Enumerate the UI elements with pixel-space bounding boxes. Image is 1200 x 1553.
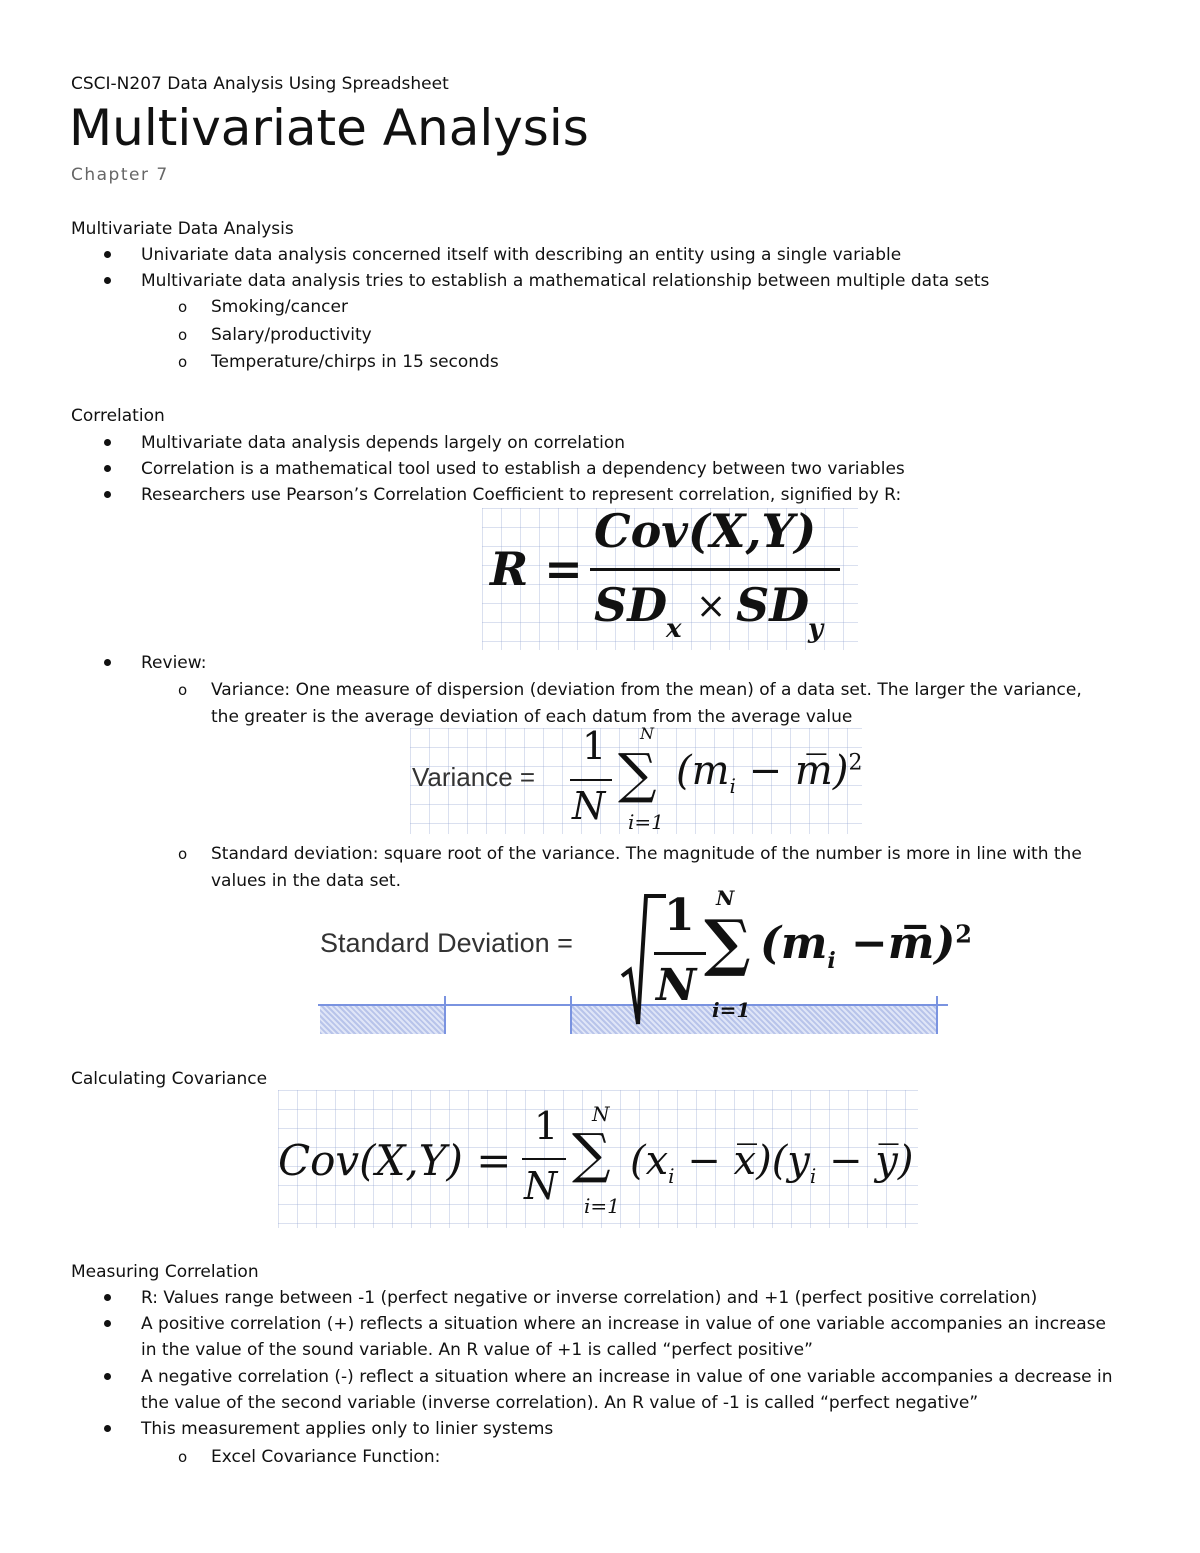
formula-sd-sup: 2 bbox=[955, 919, 972, 949]
list-item: Univariate data analysis concerned itself with describing an entity using a single variable bbox=[141, 245, 902, 265]
list-item-continued: in the value of the sound variable. An R value of +1 is called “perfect positive” bbox=[141, 1340, 813, 1360]
sub-bullet-icon: o bbox=[178, 298, 188, 316]
sub-bullet-icon: o bbox=[178, 845, 188, 863]
formula-variance-term-b: − m̅) bbox=[735, 748, 849, 794]
fraction-bar bbox=[590, 568, 840, 571]
fraction-bar bbox=[570, 779, 612, 781]
list-item: Correlation is a mathematical tool used to establish a dependency between two variables bbox=[141, 459, 905, 479]
marker-line bbox=[444, 996, 446, 1034]
sub-bullet-icon: o bbox=[178, 681, 188, 699]
formula-sd-sub: i bbox=[827, 947, 836, 974]
sub-list-item: Variance: One measure of dispersion (deviation from the mean) of a data set. The larger the variance, bbox=[211, 680, 1082, 700]
sub-list-item: Excel Covariance Function: bbox=[211, 1447, 441, 1467]
formula-r-times: × bbox=[696, 586, 727, 627]
formula-covariance bbox=[278, 1090, 918, 1228]
formula-cov-lower: i=1 bbox=[584, 1194, 620, 1218]
formula-cov-sub2: i bbox=[809, 1164, 817, 1188]
bullet-icon bbox=[104, 1425, 111, 1432]
fraction-bar bbox=[654, 952, 706, 955]
sigma-icon: ∑ bbox=[618, 742, 657, 805]
formula-variance-one: 1 bbox=[582, 724, 607, 768]
bullet-icon bbox=[104, 277, 111, 284]
formula-r-numerator: Cov(X,Y) bbox=[594, 504, 817, 558]
sub-list-item: Standard deviation: square root of the variance. The magnitude of the number is more in line with the bbox=[211, 844, 1082, 864]
formula-cov-one: 1 bbox=[534, 1104, 559, 1148]
formula-cov-lhs: Cov(X,Y) = bbox=[278, 1136, 512, 1185]
list-item: R: Values range between -1 (perfect negative or inverse correlation) and +1 (perfect positive correlation) bbox=[141, 1288, 1038, 1308]
sub-bullet-icon: o bbox=[178, 1448, 188, 1466]
formula-sd-one: 1 bbox=[664, 890, 695, 941]
formula-cov-upper: N bbox=[592, 1102, 610, 1126]
bullet-icon bbox=[104, 251, 111, 258]
formula-variance-upper: N bbox=[640, 724, 654, 743]
fraction-bar bbox=[522, 1158, 566, 1160]
bullet-icon bbox=[104, 465, 111, 472]
bullet-icon bbox=[104, 1320, 111, 1327]
section-heading-multivariate: Multivariate Data Analysis bbox=[71, 219, 294, 239]
bullet-icon bbox=[104, 439, 111, 446]
sub-list-item: Temperature/chirps in 15 seconds bbox=[211, 352, 499, 372]
formula-standard-deviation bbox=[318, 886, 972, 1036]
list-item: A positive correlation (+) reflects a situation where an increase in value of one variable accompanies an increase bbox=[141, 1314, 1106, 1334]
document-title: Multivariate Analysis bbox=[69, 99, 589, 157]
section-heading-measuring: Measuring Correlation bbox=[71, 1262, 259, 1282]
list-item-continued: the value of the second variable (inverse correlation). An R value of -1 is called “perfect negative” bbox=[141, 1393, 979, 1413]
list-item: Multivariate data analysis depends largely on correlation bbox=[141, 433, 626, 453]
formula-sd-term-a: (m bbox=[760, 918, 828, 969]
formula-variance-term bbox=[676, 748, 862, 798]
formula-cov-term bbox=[630, 1138, 913, 1188]
formula-variance-label: Variance = bbox=[412, 762, 536, 792]
formula-variance bbox=[410, 724, 863, 834]
sub-list-item: Salary/productivity bbox=[211, 325, 372, 345]
hatch-area bbox=[320, 1006, 444, 1034]
formula-pearson-r bbox=[482, 504, 858, 650]
sub-bullet-icon: o bbox=[178, 326, 188, 344]
formula-variance-sup: 2 bbox=[848, 750, 863, 776]
bullet-icon bbox=[104, 491, 111, 498]
list-item: A negative correlation (-) reflect a situation where an increase in value of one variable accompanies a decrease in bbox=[141, 1367, 1113, 1387]
sub-list-item: Smoking/cancer bbox=[211, 297, 348, 317]
marker-line bbox=[936, 996, 938, 1034]
formula-sd-lower: i=1 bbox=[712, 998, 751, 1022]
sigma-icon: ∑ bbox=[704, 906, 751, 979]
list-item: This measurement applies only to linier systems bbox=[141, 1419, 554, 1439]
formula-sd-upper: N bbox=[716, 886, 735, 910]
list-item: Researchers use Pearson’s Correlation Coefficient to represent correlation, signified by R: bbox=[141, 485, 902, 505]
bullet-icon bbox=[104, 1294, 111, 1301]
formula-variance-term-a: (m bbox=[676, 748, 730, 794]
formula-variance-n: N bbox=[572, 784, 606, 828]
formula-r-den-b: SD bbox=[736, 578, 810, 632]
formula-cov-term-a: (x bbox=[630, 1138, 669, 1184]
formula-sd-n: N bbox=[656, 960, 697, 1011]
sigma-icon: ∑ bbox=[572, 1122, 611, 1185]
formula-variance-sub: i bbox=[729, 774, 736, 798]
bullet-icon bbox=[104, 659, 111, 666]
formula-r-den-a-sub: x bbox=[666, 614, 682, 644]
list-item: Multivariate data analysis tries to establish a mathematical relationship between multiple data sets bbox=[141, 271, 990, 291]
bullet-icon bbox=[104, 1373, 111, 1380]
section-heading-correlation: Correlation bbox=[71, 406, 165, 426]
formula-variance-lower: i=1 bbox=[628, 810, 664, 834]
formula-sd-term bbox=[760, 918, 972, 974]
formula-cov-sub1: i bbox=[668, 1164, 675, 1188]
formula-sd-label: Standard Deviation = bbox=[320, 928, 573, 958]
course-name: CSCI-N207 Data Analysis Using Spreadsheet bbox=[71, 74, 449, 94]
formula-cov-term-b: − x̅)(y bbox=[674, 1138, 810, 1184]
formula-r-den-b-sub: y bbox=[808, 614, 824, 644]
document-subtitle: Chapter 7 bbox=[71, 165, 169, 185]
formula-cov-term-c: − y̅) bbox=[816, 1138, 914, 1184]
sub-list-item-continued: the greater is the average deviation of each datum from the average value bbox=[211, 707, 853, 727]
marker-line bbox=[570, 996, 572, 1034]
formula-r-den-a: SD bbox=[594, 578, 668, 632]
formula-cov-n: N bbox=[524, 1164, 558, 1208]
list-item: Review: bbox=[141, 653, 207, 673]
formula-r-lhs: R = bbox=[490, 542, 583, 596]
sub-list-item-continued: values in the data set. bbox=[211, 871, 401, 891]
sub-bullet-icon: o bbox=[178, 353, 188, 371]
section-heading-covariance: Calculating Covariance bbox=[71, 1069, 268, 1089]
formula-sd-term-b: −m̅) bbox=[835, 918, 956, 969]
